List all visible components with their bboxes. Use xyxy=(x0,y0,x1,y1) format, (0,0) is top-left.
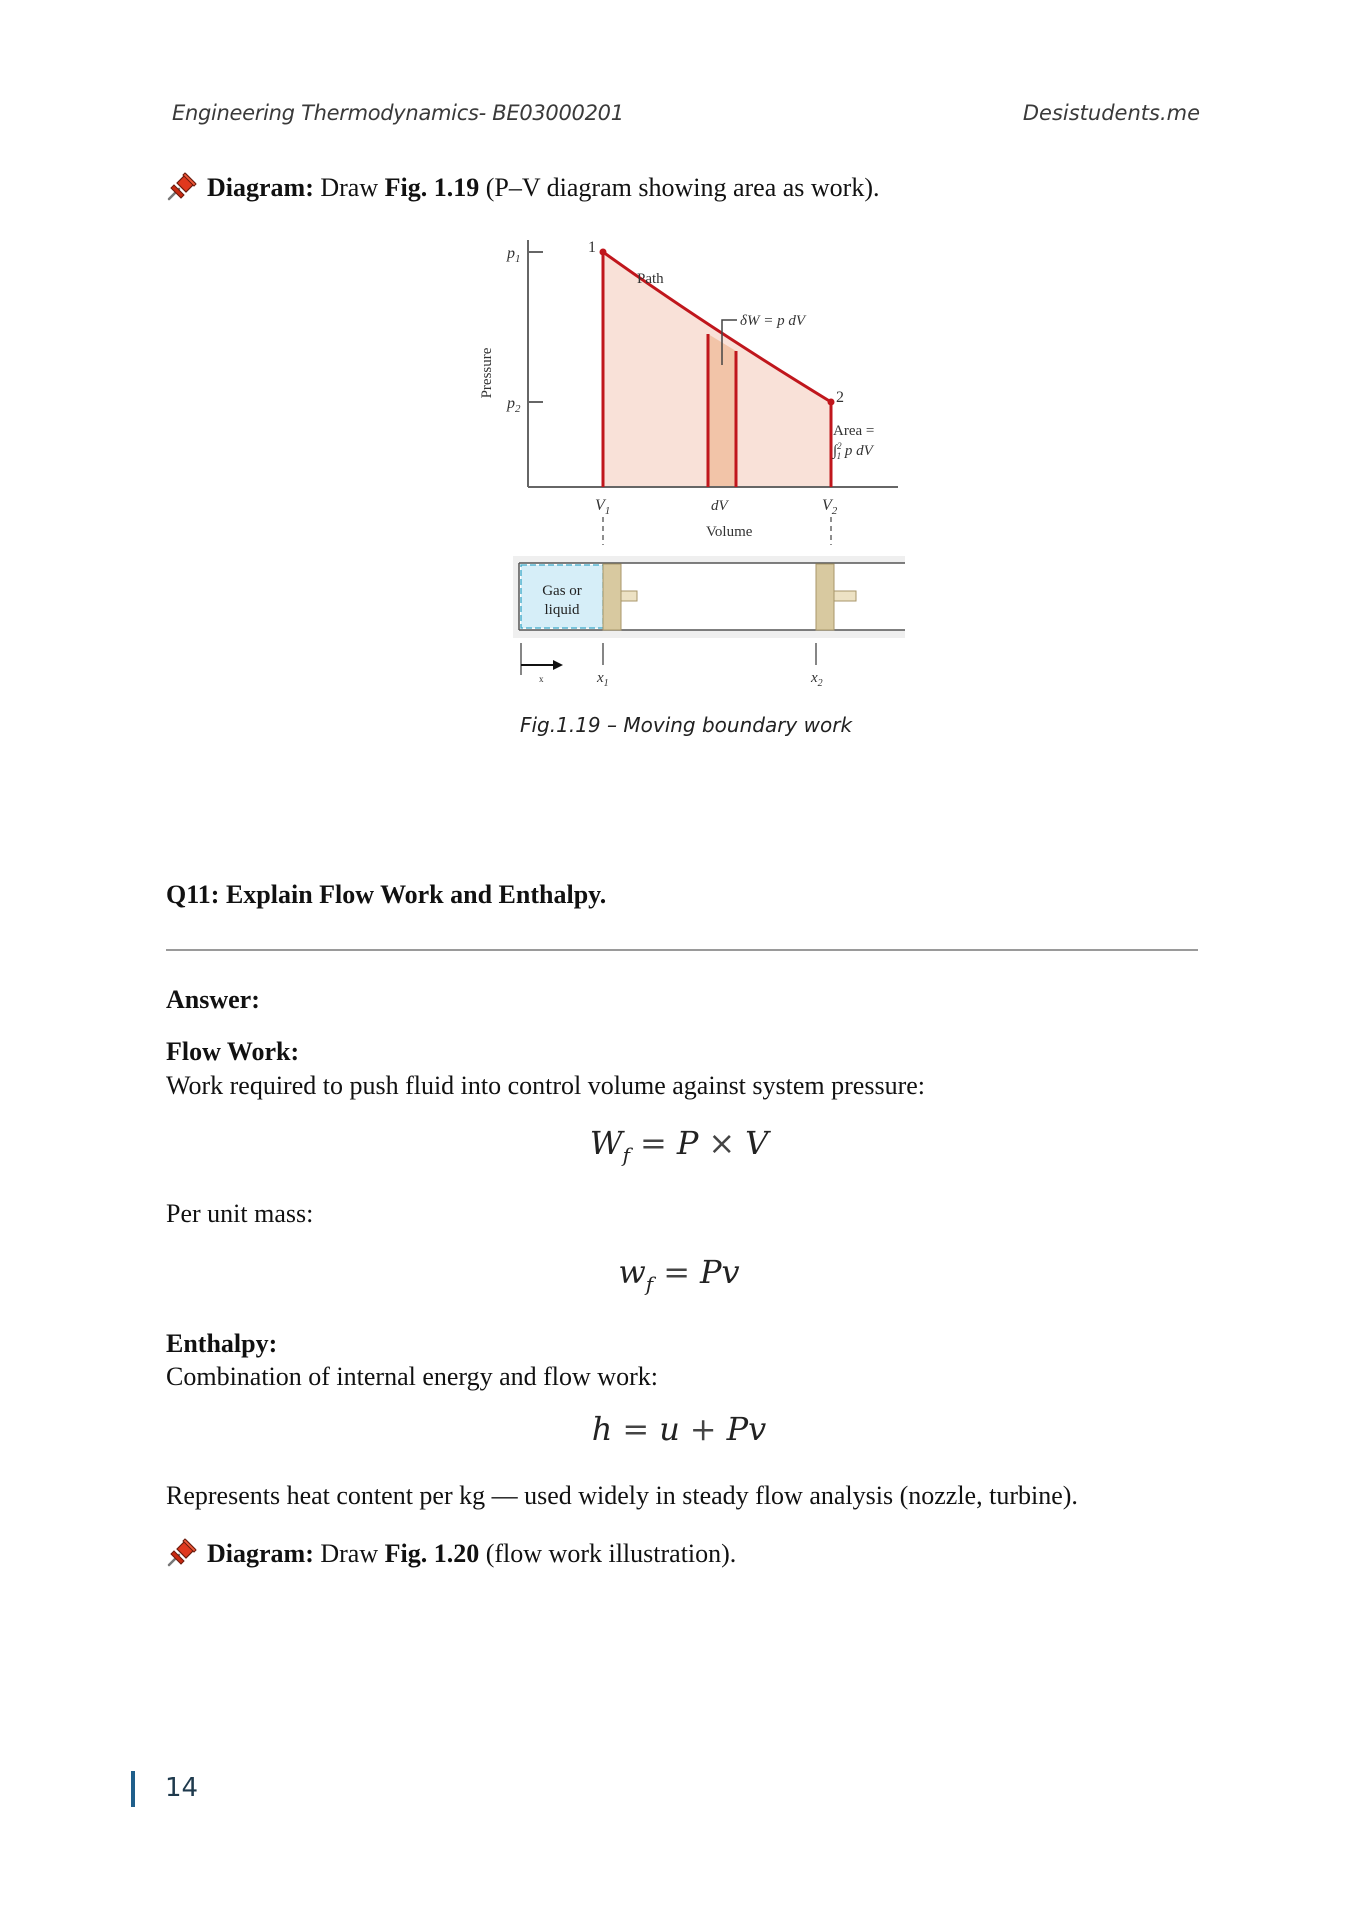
diagram-note-fig-1-19 xyxy=(165,170,880,203)
svg-text:V1: $V_1$ xyxy=(595,497,611,517)
diagram-label: Diagram: xyxy=(207,173,314,202)
figure-reference: Fig. 1.20 xyxy=(384,1539,480,1568)
formula-enthalpy: h = u + Pv xyxy=(591,1410,767,1448)
svg-text:V2: $V_2$ xyxy=(822,497,838,517)
diagram-note-fig-1-20 xyxy=(165,1536,736,1569)
formula-flow-work: $W_f = P \times V$ xyxy=(589,1124,769,1167)
diagram-label: Diagram: xyxy=(207,1539,314,1568)
enthalpy-heading: Enthalpy: xyxy=(166,1329,278,1358)
svg-text:Gas or: Gas or xyxy=(542,583,582,599)
svg-text:x: x xyxy=(539,674,544,684)
formula-specific-flow-work: $w_f = Pv$ xyxy=(618,1253,740,1296)
svg-text:Area =: Area = xyxy=(833,423,875,439)
section-divider xyxy=(166,949,1198,951)
pushpin-icon xyxy=(165,170,199,202)
svg-text:x2: $x_2$ xyxy=(811,670,823,689)
diagram-description: (P–V diagram showing area as work). xyxy=(479,173,880,202)
diagram-verb: Draw xyxy=(313,1539,385,1568)
figure-reference: Fig. 1.19 xyxy=(384,173,480,202)
represents-text: Represents heat content per kg — used widely in steady flow analysis (nozzle, turbine). xyxy=(166,1481,1078,1510)
svg-text:δW = p dV: δW = p dV xyxy=(740,313,806,329)
svg-text:liquid: liquid xyxy=(544,602,580,618)
svg-text:1: 1 xyxy=(588,239,596,256)
svg-text:dV: dV xyxy=(711,498,728,514)
figure-caption: Fig.1.19 – Moving boundary work xyxy=(520,713,853,737)
page-number: 14 xyxy=(165,1773,199,1803)
diagram-verb: Draw xyxy=(313,173,385,202)
p2-label: $p_2$ xyxy=(507,395,521,415)
p1-label: $p_1$ xyxy=(507,245,521,265)
diagram-description: (flow work illustration). xyxy=(479,1539,737,1568)
answer-label: Answer: xyxy=(166,985,260,1014)
svg-text:Path: Path xyxy=(637,271,664,287)
svg-text:x1: $x_1$ xyxy=(597,670,609,689)
figure-pv-diagram xyxy=(455,225,905,745)
svg-text:Volume: Volume xyxy=(706,524,753,540)
header-site: Desistudents.me xyxy=(1022,101,1200,125)
flow-work-text: Work required to push fluid into control volume against system pressure: xyxy=(166,1071,925,1100)
header-course-title: Engineering Thermodynamics- BE03000201 xyxy=(172,101,624,125)
enthalpy-text: Combination of internal energy and flow work: xyxy=(166,1362,658,1391)
svg-text:Pressure: Pressure xyxy=(479,347,495,399)
svg-text:2: 2 xyxy=(836,389,844,406)
page-number-accent-bar xyxy=(131,1771,135,1807)
pushpin-icon xyxy=(165,1536,199,1568)
per-unit-mass-text: Per unit mass: xyxy=(166,1199,314,1228)
flow-work-heading: Flow Work: xyxy=(166,1037,300,1066)
question-title: Q11: Explain Flow Work and Enthalpy. xyxy=(166,880,607,909)
svg-text:∫21 p dV: ∫$^2$ 1 p dV xyxy=(833,441,873,461)
